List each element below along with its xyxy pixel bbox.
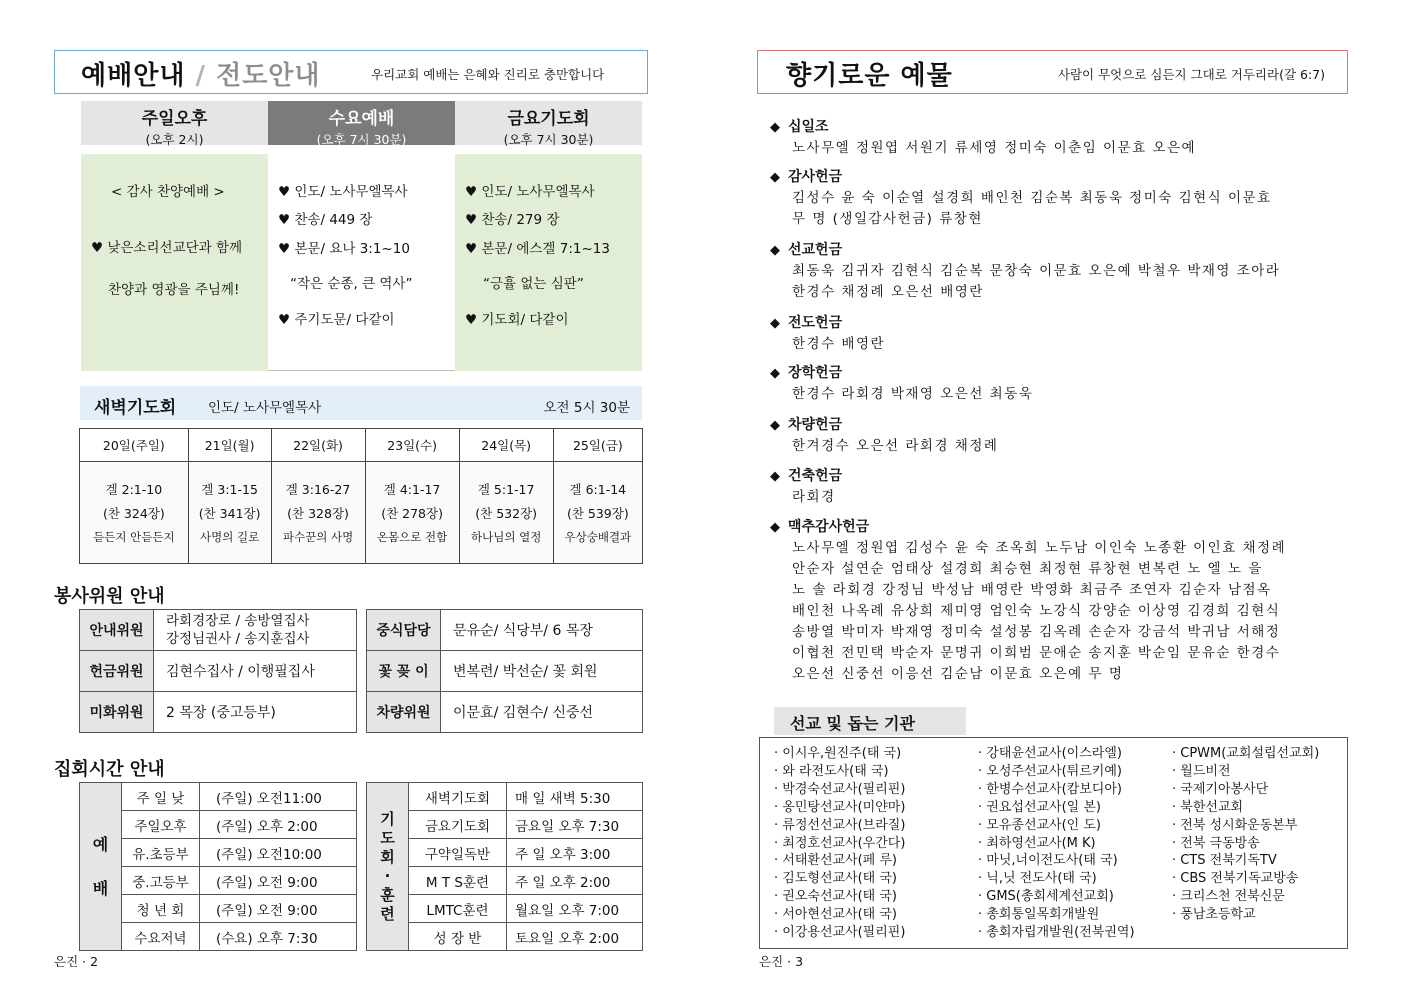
meeting-name: 수요저녁 [122, 923, 200, 951]
volunteers-table-left [79, 609, 357, 733]
meeting-time: (주일) 오후 2:00 [200, 811, 357, 839]
sunday-line: ♥ 낮은소리선교단과 함께 [91, 240, 243, 256]
missions-col-1: · 이시우,원진주(태 국) · 와 라전도사(태 국) · 박경숙선교사(필리핀) · 옹민탕선교사(미얀마) · 류정선선교사(브라질) · 최정호선교사(우간다) · 서태환선교사(페 루) · 김도형선교사(태 국) · 권오숙선교사(태 국) · 서아현선교사(태 국) · 이강용선교사(필리핀) [774, 746, 906, 941]
offering-title: 감사헌금 [788, 169, 843, 185]
missions-title: 선교 및 돕는 기관 [774, 707, 966, 735]
meetings-group-prayer: 기 도 회 · 훈 련 [367, 783, 409, 951]
service-sunday-header [81, 101, 268, 145]
volunteer-names: 2 목장 (중고등부) [154, 692, 357, 733]
volunteer-role: 헌금위원 [80, 651, 154, 692]
volunteer-role: 중식담당 [367, 610, 441, 651]
offering-tithe [770, 116, 1340, 159]
day-cell: 20일(주일) [80, 429, 189, 462]
meeting-name: 주 일 낮 [122, 783, 200, 811]
volunteer-role: 안내위원 [80, 610, 154, 651]
offering-harvest-thanks [770, 516, 1340, 685]
dawn-time: 오전 5시 30분 [543, 400, 630, 416]
meeting-name: 주일오후 [122, 811, 200, 839]
volunteer-role: 차량위원 [367, 692, 441, 733]
day-detail: 겔 4:1-17 (찬 278장) 온몸으로 전함 [365, 462, 459, 564]
service-time: (오후 7시 30분) [316, 132, 407, 147]
meeting-name: 중.고등부 [122, 867, 200, 895]
volunteers-table-right [366, 609, 643, 733]
service-wednesday-header [268, 101, 455, 145]
offering-title: 맥추감사헌금 [788, 519, 870, 535]
offering-names: 노사무엘 정원엽 김성수 윤 숙 조옥희 노두남 이인숙 노종환 이인효 채정례 안순자 설연순 엄태상 설경희 최승현 최정현 류창현 변복련 노 엘 노 을 노 솔 라회경 강정님 박성남 배영란 박영화 최금주 조연자 김순자 남점옥 배인천 나옥례 유상희 제미영 엄인숙 노강식 강양순 이상영 김경희 김현식 송방열 박미자 박재영 정미숙 설성봉 김옥례 손순자 강금석 박귀남 서해정 이협천 전민택 박순자 문명귀 이희범 문애순 송지훈 박순임 문유순 한경수 오은선 신중선 이응선 김순남 이문효 오은예 무 명 [792, 540, 1287, 682]
meeting-time: 토요일 오후 2:00 [507, 923, 643, 951]
offering-scholarship [770, 362, 1340, 405]
offering-names: 한경수 배영란 [792, 336, 886, 352]
meeting-time: 월요일 오후 7:00 [507, 895, 643, 923]
offering-evangelism [770, 312, 1340, 355]
volunteer-names: 김현수집사 / 이행필집사 [154, 651, 357, 692]
volunteer-role: 꽃 꽂 이 [367, 651, 441, 692]
offering-names: 김성수 윤 숙 이순열 설경희 배인천 김순복 최동욱 정미숙 김현식 이문효 무 명 (생일감사헌금) 류창현 [792, 190, 1272, 227]
volunteer-names: 이문효/ 김현수/ 신중선 [441, 692, 643, 733]
diamond-icon: ◆ [770, 469, 780, 484]
day-cell: 25일(금) [553, 429, 642, 462]
meeting-name: 성 장 반 [409, 923, 507, 951]
meeting-time: 금요일 오후 7:30 [507, 811, 643, 839]
diamond-icon: ◆ [770, 170, 780, 185]
service-wednesday-body [268, 154, 455, 371]
volunteer-role: 미화위원 [80, 692, 154, 733]
meeting-time: (주일) 오전 9:00 [200, 895, 357, 923]
offering-building [770, 465, 1340, 508]
meetings-table-worship [79, 782, 357, 951]
wed-sermon-title: “작은 순종, 큰 역사” [290, 276, 413, 292]
page-number-left: 은진 · 2 [54, 954, 99, 969]
wed-line: ♥ 주기도문/ 다같이 [278, 312, 395, 328]
day-detail: 겔 5:1-17 (찬 532장) 하나님의 열정 [459, 462, 553, 564]
meeting-name: 구약일독반 [409, 839, 507, 867]
fri-line: ♥ 찬송/ 279 장 [465, 212, 560, 228]
diamond-icon: ◆ [770, 120, 780, 135]
service-friday-body [455, 154, 642, 371]
offering-header-title: 향기로운 예물 [786, 61, 953, 91]
sunday-line: 찬양과 영광을 주님께! [108, 282, 240, 298]
meeting-time: (주일) 오전10:00 [200, 839, 357, 867]
service-friday-header [455, 101, 642, 145]
diamond-icon: ◆ [770, 520, 780, 535]
service-sunday-body [81, 154, 268, 371]
meeting-name: 금요기도회 [409, 811, 507, 839]
offering-names: 라회경 [792, 489, 836, 505]
missions-col-3: · CPWM(교회설립선교회) · 월드비전 · 국제기아봉사단 · 북한선교회 · 전북 성시화운동본부 · 전북 극동방송 · CTS 전북기독TV · CBS 전북기독교방송 · 크리스천 전북신문 · 풍남초등학교 [1172, 746, 1320, 923]
offering-mission [770, 239, 1340, 303]
offering-vehicle [770, 414, 1340, 457]
offering-title: 차량헌금 [788, 417, 843, 433]
meeting-name: 유.초등부 [122, 839, 200, 867]
fri-line: ♥ 기도회/ 다같이 [465, 312, 569, 328]
day-cell: 23일(수) [365, 429, 459, 462]
offering-thanks [770, 166, 1340, 230]
missions-col-2: · 강태윤선교사(이스라엘) · 오성주선교사(튀르키예) · 한병수선교사(캄보디아) · 권요섭선교사(일 본) · 모유종선교사(인 도) · 최하영선교사(M K) · 마닛,너이전도사(태 국) · 닉,닛 전도사(태 국) · GMS(총회세계선교회) · 총회통일목회개발원 · 총회자립개발원(전북권역) [978, 746, 1135, 941]
day-detail: 겔 3:16-27 (찬 328장) 파수꾼의 사명 [271, 462, 365, 564]
wed-line: ♥ 찬송/ 449 장 [278, 212, 373, 228]
meetings-table-prayer [366, 782, 643, 951]
meeting-time: 매 일 새벽 5:30 [507, 783, 643, 811]
dawn-leader: 인도/ 노사무엘목사 [208, 400, 322, 416]
meeting-time: (주일) 오전 9:00 [200, 867, 357, 895]
meeting-name: M T S훈련 [409, 867, 507, 895]
meeting-time: 주 일 오후 3:00 [507, 839, 643, 867]
day-cell: 24일(목) [459, 429, 553, 462]
meeting-time: (주일) 오전11:00 [200, 783, 357, 811]
offering-title: 십일조 [788, 119, 829, 135]
dawn-prayer-bar [80, 386, 642, 420]
diamond-icon: ◆ [770, 316, 780, 331]
offering-names: 노사무엘 정원엽 서원기 류세영 정미숙 이춘임 이문효 오은예 [792, 140, 1197, 156]
meetings-title: 집회시간 안내 [54, 759, 165, 780]
meeting-name: LMTC훈련 [409, 895, 507, 923]
worship-header-title: 예배안내 / 전도안내 [81, 61, 321, 91]
volunteers-title: 봉사위원 안내 [54, 586, 165, 607]
diamond-icon: ◆ [770, 243, 780, 258]
day-detail: 겔 3:1-15 (찬 341장) 사명의 길로 [188, 462, 271, 564]
volunteer-names: 문유순/ 식당부/ 6 목장 [441, 610, 643, 651]
page-number-right: 은진 · 3 [759, 954, 804, 969]
volunteer-names: 변복련/ 박선순/ 꽃 회원 [441, 651, 643, 692]
wed-line: ♥ 본문/ 요나 3:1~10 [278, 241, 410, 257]
meeting-time: 주 일 오후 2:00 [507, 867, 643, 895]
worship-header [54, 50, 648, 94]
fri-sermon-title: “긍휼 없는 심판” [483, 276, 584, 292]
offering-header [757, 50, 1348, 94]
fri-line: ♥ 인도/ 노사무엘목사 [465, 184, 595, 200]
offering-header-subtitle: 사람이 무엇으로 심든지 그대로 거두리라(갈 6:7) [1057, 67, 1325, 82]
service-time: (오후 7시 30분) [503, 132, 594, 147]
meetings-group-worship: 예 배 [80, 783, 122, 951]
dawn-week-table [79, 428, 643, 564]
meeting-name: 청 년 회 [122, 895, 200, 923]
missions-box [759, 737, 1348, 949]
meeting-name: 새벽기도회 [409, 783, 507, 811]
fri-line: ♥ 본문/ 에스겔 7:1~13 [465, 241, 610, 257]
service-time: (오후 2시) [145, 132, 204, 147]
day-detail: 겔 6:1-14 (찬 539장) 우상숭배결과 [553, 462, 642, 564]
diamond-icon: ◆ [770, 418, 780, 433]
offering-title: 건축헌금 [788, 468, 843, 484]
service-name: 주일오후 [141, 109, 208, 129]
day-detail: 겔 2:1-10 (찬 324장) 듣든지 안듣든지 [80, 462, 189, 564]
dawn-title: 새벽기도회 [94, 398, 177, 418]
service-name: 금요기도회 [507, 109, 590, 129]
offering-names: 한겨경수 오은선 라회경 채정례 [792, 438, 999, 454]
sunday-title: < 감사 찬양예배 > [111, 184, 225, 200]
offering-names: 최동욱 김귀자 김현식 김순복 문창숙 이문효 오은예 박철우 박재영 조아라 한경수 채정례 오은선 배영란 [792, 263, 1281, 300]
offering-title: 선교헌금 [788, 242, 843, 258]
service-name: 수요예배 [328, 109, 395, 129]
offering-names: 한경수 라회경 박재영 오은선 최동욱 [792, 386, 1034, 402]
meeting-time: (수요) 오후 7:30 [200, 923, 357, 951]
diamond-icon: ◆ [770, 366, 780, 381]
day-cell: 22일(화) [271, 429, 365, 462]
day-cell: 21일(월) [188, 429, 271, 462]
worship-header-subtitle: 우리교회 예배는 은혜와 진리로 충만합니다 [371, 67, 605, 82]
offering-title: 전도헌금 [788, 315, 843, 331]
volunteer-names: 라회경장로 / 송방열집사 강정님권사 / 송지훈집사 [154, 610, 357, 651]
offering-title: 장학헌금 [788, 365, 843, 381]
wed-line: ♥ 인도/ 노사무엘목사 [278, 184, 408, 200]
